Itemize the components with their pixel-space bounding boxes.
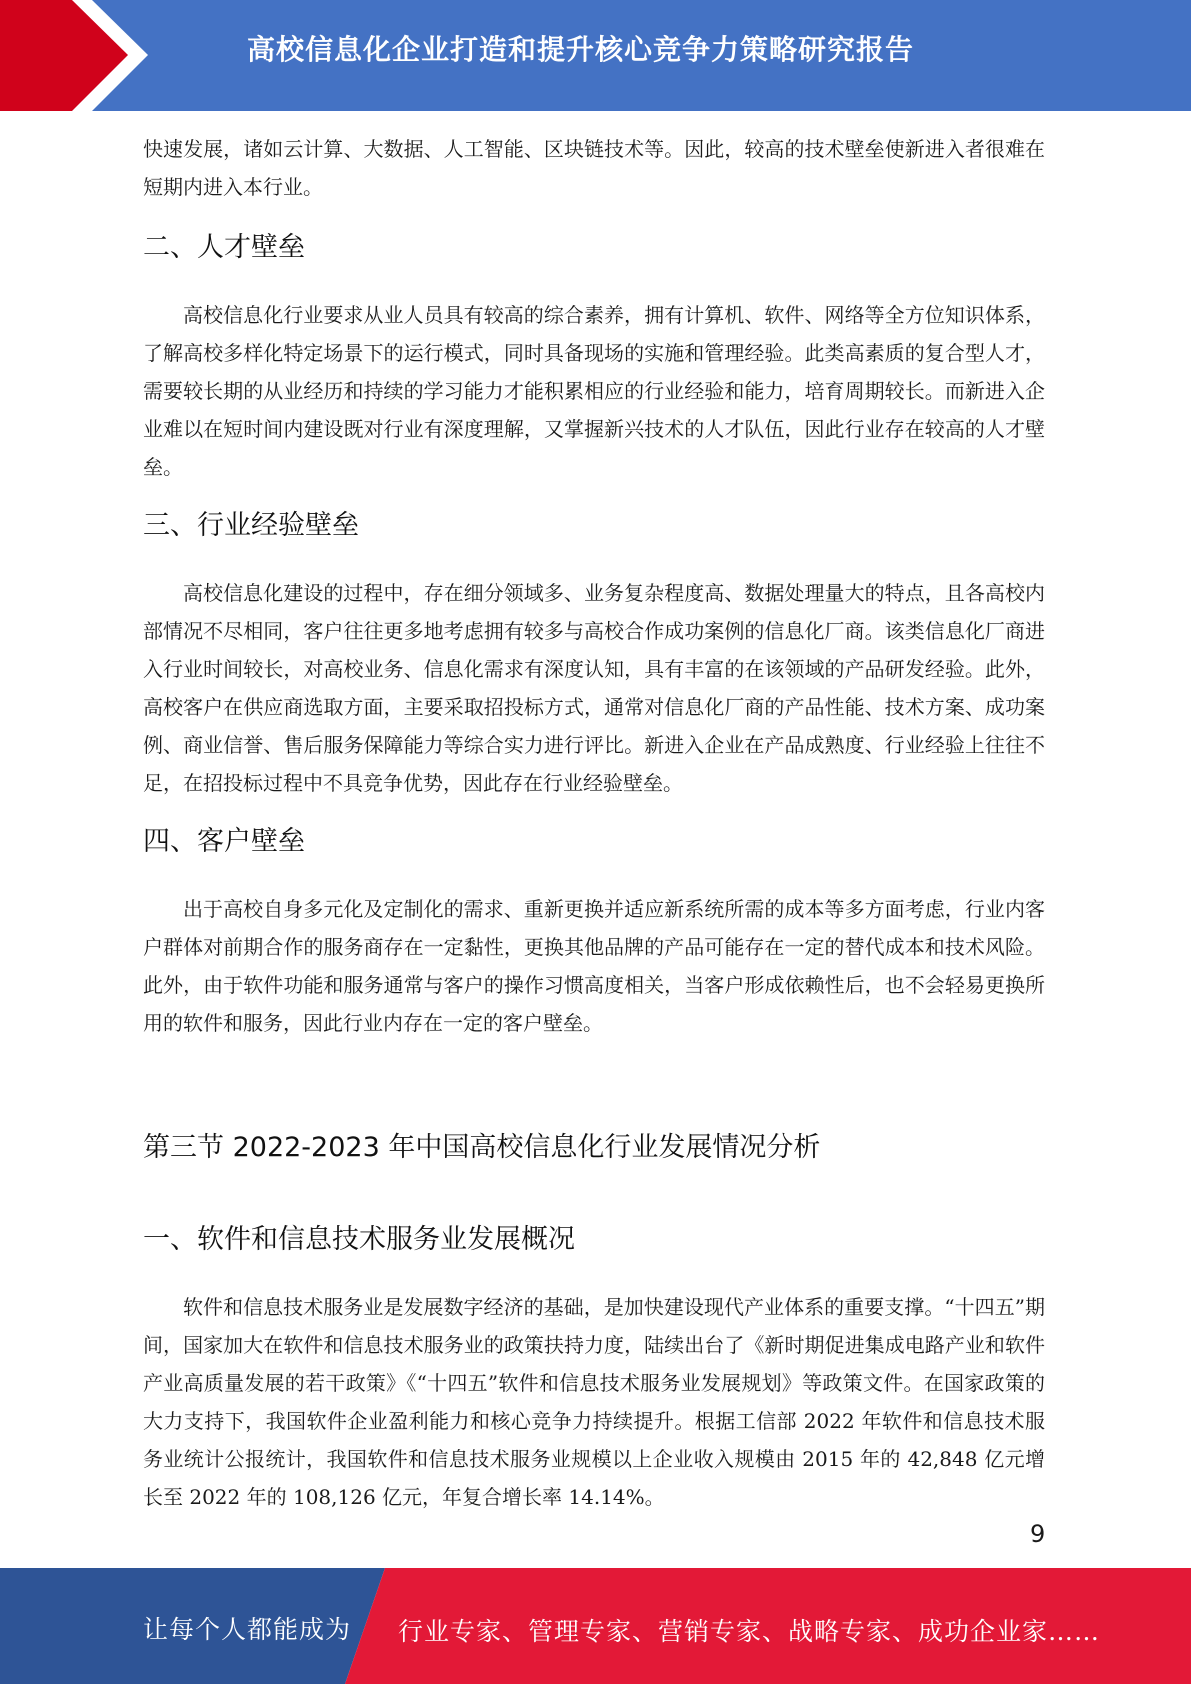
report-title: 高校信息化企业打造和提升核心竞争力策略研究报告 (246, 33, 914, 66)
page-footer (0, 1568, 1191, 1684)
section-paragraph-talent: 高校信息化行业要求从业人员具有较高的综合素养，拥有计算机、软件、网络等全方位知识体系，了解高校多样化特定场景下的运行模式，同时具备现场的实施和管理经验。此类高素质的复合型人才，需要较长期的从业经历和持续的学习能力才能积累相应的行业经验和能力，培育周期较长。而新进入企业难以在短时间内建设既对行业有深度理解，又掌握新兴技术的人才队伍，因此行业存在较高的人才壁垒。 (143, 303, 1045, 479)
section-paragraph-experience: 高校信息化建设的过程中，存在细分领域多、业务复杂程度高、数据处理量大的特点，且各高校内部情况不尽相同，客户往往更多地考虑拥有较多与高校合作成功案例的信息化厂商。该类信息化厂商进入行业时间较长，对高校业务、信息化需求有深度认知，具有丰富的在该领域的产品研发经验。此外，高校客户在供应商选取方面，主要采取招投标方式，通常对信息化厂商的产品性能、技术方案、成功案例、商业信誉、售后服务保障能力等综合实力进行评比。新进入企业在产品成熟度、行业经验上往往不足，在招投标过程中不具竞争优势，因此存在行业经验壁垒。 (143, 581, 1045, 795)
section-paragraph-software: 软件和信息技术服务业是发展数字经济的基础，是加快建设现代产业体系的重要支撑。“十四五”期间，国家加大在软件和信息技术服务业的政策扶持力度，陆续出台了《新时期促进集成电路产业和软件产业高质量发展的若干政策》《“十四五”软件和信息技术服务业发展规划》等政策文件。在国家政策的大力支持下，我国软件企业盈利能力和核心竞争力持续提升。根据工信部 2022 年软件和信息技术服务业统计公报统计，我国软件和信息技术服务业规模以上企业收入规模由 2015 年的 42,848 亿元增长至 2022 年的 108,126 亿元，年复合增长率 14.14%。 (143, 1295, 1045, 1509)
page-content (143, 130, 1045, 1516)
chapter-heading: 第三节 2022-2023 年中国高校信息化行业发展情况分析 (143, 1132, 821, 1163)
section-heading-talent: 二、人才壁垒 (143, 232, 305, 263)
section-paragraph-customer: 出于高校自身多元化及定制化的需求、重新更换并适应新系统所需的成本等多方面考虑，行业内客户群体对前期合作的服务商存在一定黏性，更换其他品牌的产品可能存在一定的替代成本和技术风险。此外，由于软件功能和服务通常与客户的操作习惯高度相关，当客户形成依赖性后，也不会轻易更换所用的软件和服务，因此行业内存在一定的客户壁垒。 (143, 897, 1045, 1035)
page-number: 9 (1030, 1520, 1046, 1548)
footer-slogan-right: 行业专家、管理专家、营销专家、战略专家、成功企业家…… (398, 1617, 1101, 1646)
section-heading-experience: 三、行业经验壁垒 (143, 510, 359, 541)
section-heading-software: 一、软件和信息技术服务业发展概况 (143, 1224, 575, 1255)
footer-slogan-left: 让每个人都能成为 (143, 1615, 352, 1644)
intro-paragraph: 快速发展，诸如云计算、大数据、人工智能、区块链技术等。因此，较高的技术壁垒使新进入者很难在短期内进入本行业。 (143, 137, 1045, 199)
page-header (0, 0, 1191, 111)
section-heading-customer: 四、客户壁垒 (143, 826, 305, 857)
